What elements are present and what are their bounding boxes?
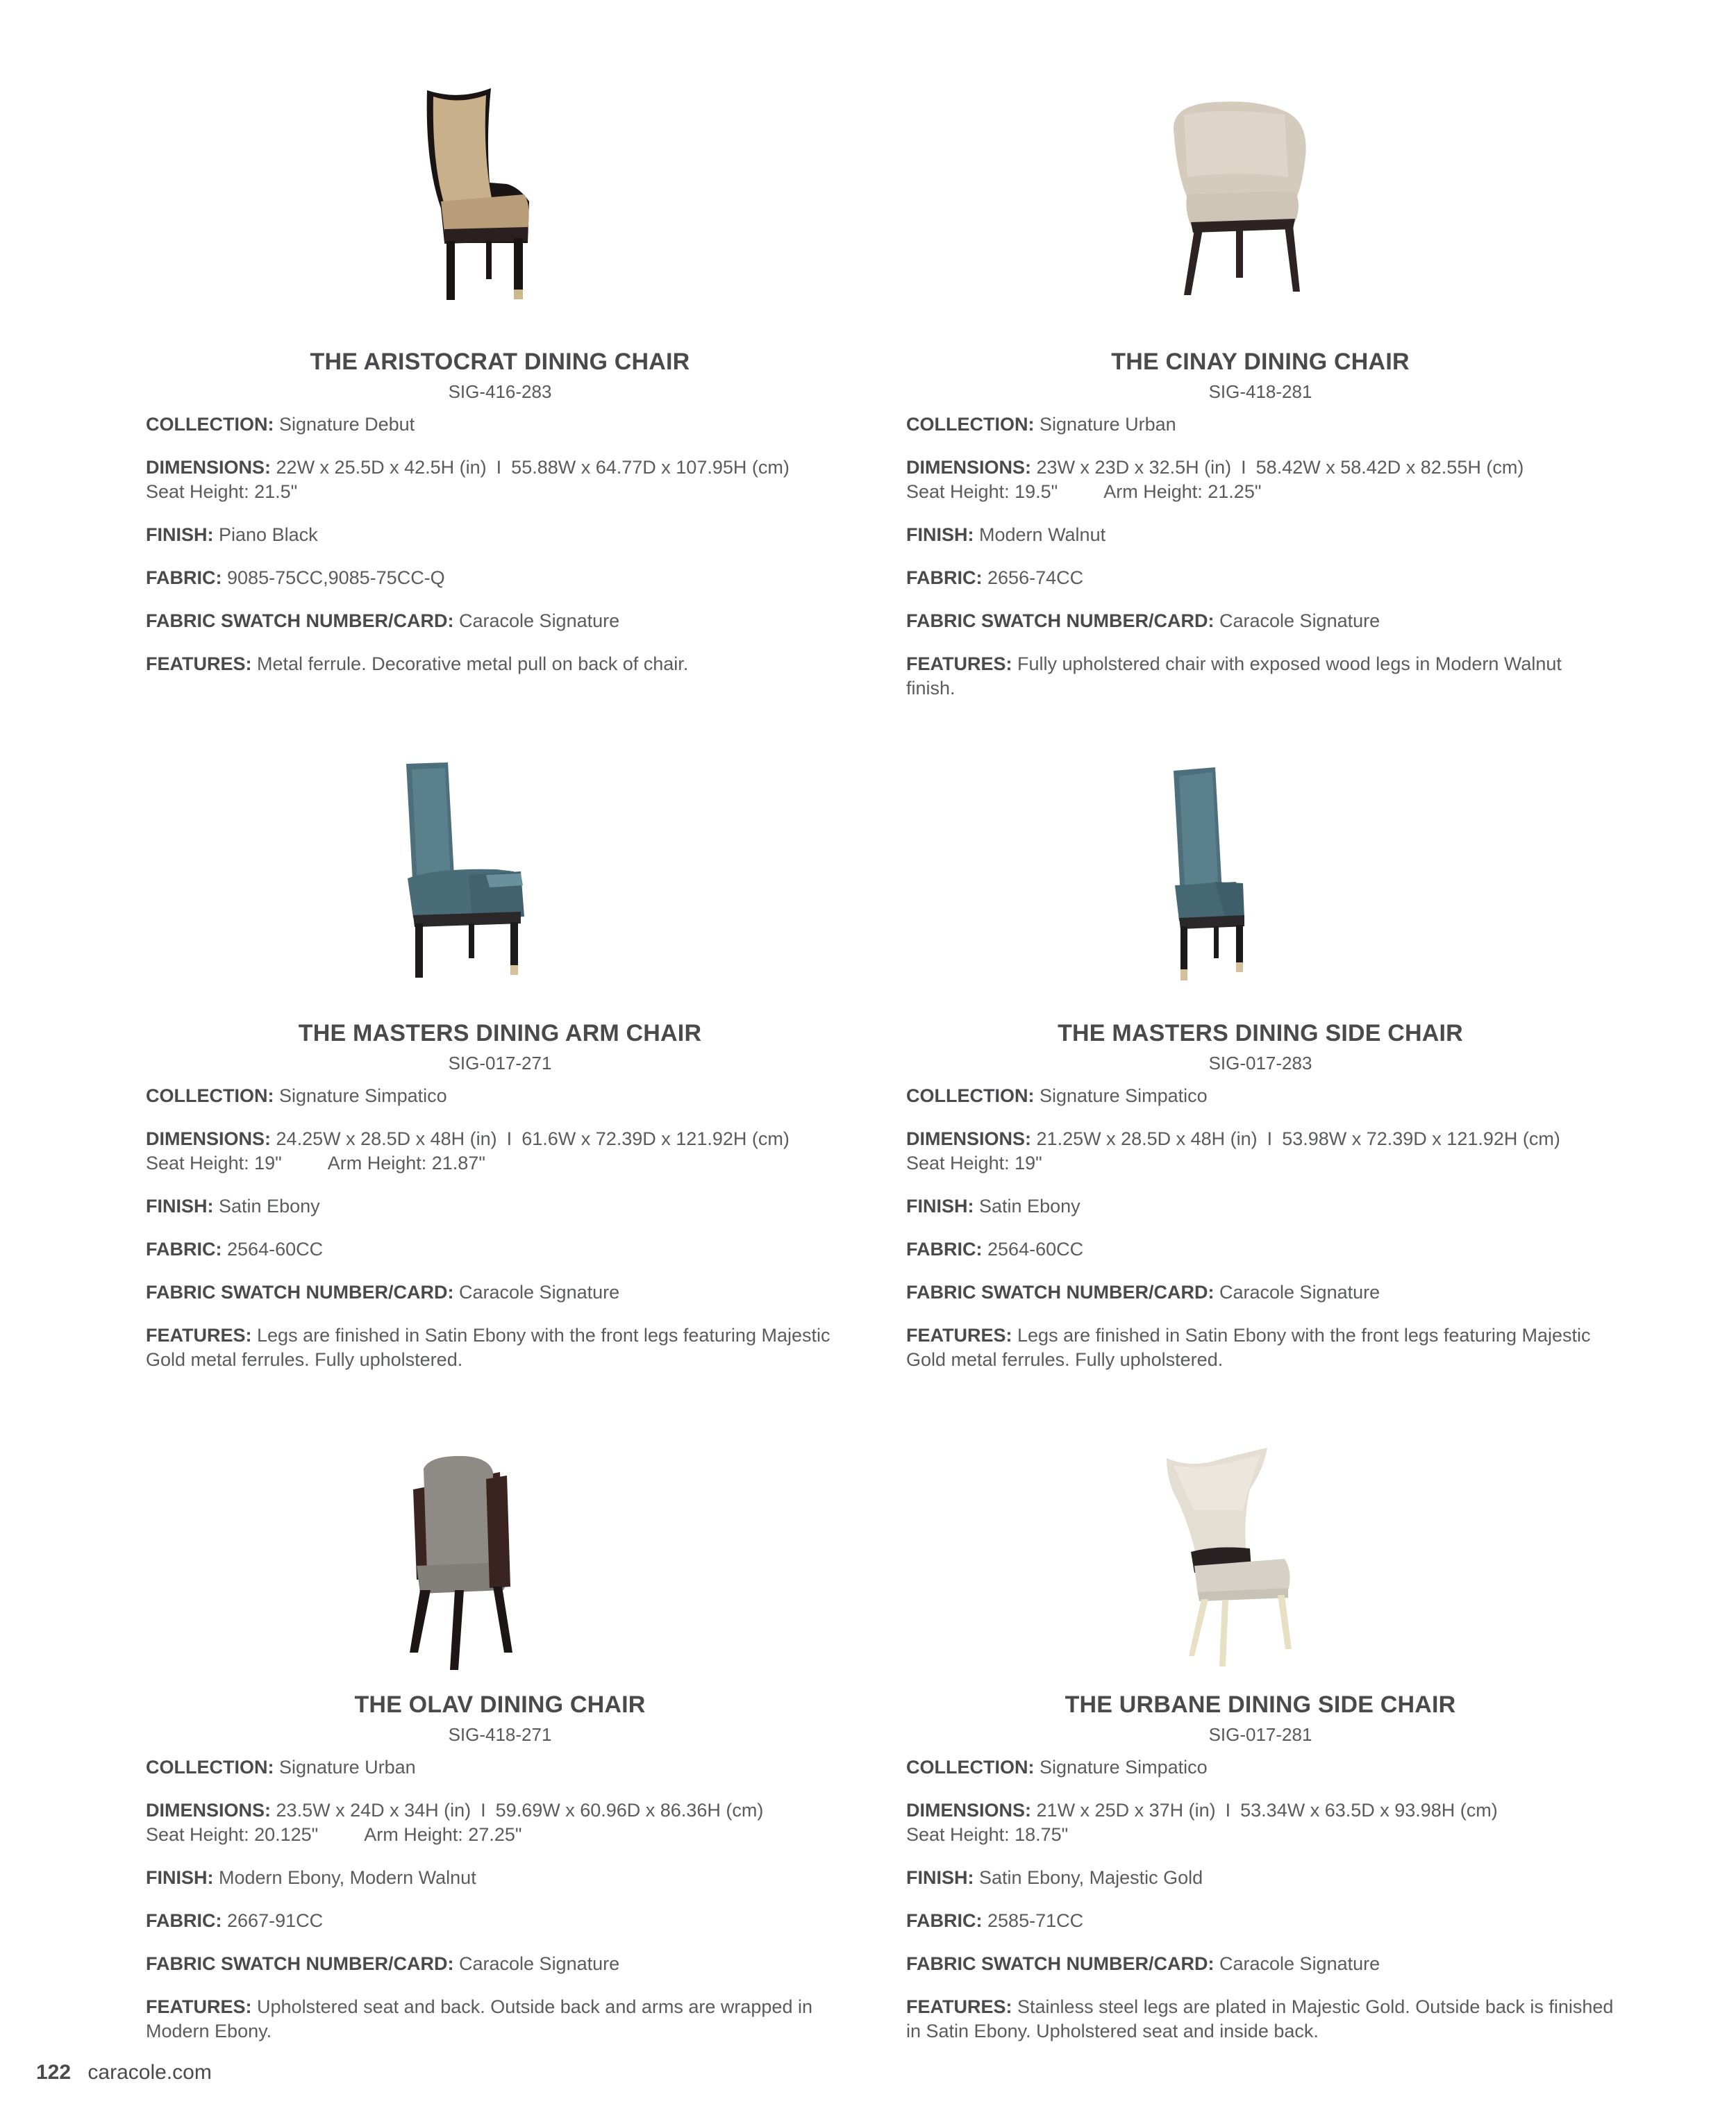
- spec-swatch: FABRIC SWATCH NUMBER/CARD: Caracole Signature: [906, 610, 1380, 631]
- spec-collection: COLLECTION: Signature Urban: [906, 414, 1176, 435]
- aristocrat-chair-image: [375, 80, 583, 309]
- spec-finish: FINISH: Piano Black: [146, 524, 318, 545]
- spec-dimensions: DIMENSIONS: 21W x 25D x 37H (in) I 53.34W x 63.5D x 93.98H (cm) Seat Height: 18.75": [906, 1800, 1498, 1845]
- spec-features: FEATURES: Metal ferrule. Decorative metal pull on back of chair.: [146, 653, 689, 674]
- spec-dimensions: DIMENSIONS: 23.5W x 24D x 34H (in) I 59.69W x 60.96D x 86.36H (cm) Seat Height: 20.125" Arm Height: 27.25": [146, 1800, 764, 1845]
- masters-side-chair-image: [1160, 757, 1368, 986]
- product-title: THE OLAV DINING CHAIR: [354, 1691, 646, 1718]
- spec-fabric: FABRIC: 2564-60CC: [146, 1239, 324, 1260]
- spec-finish: FINISH: Modern Ebony, Modern Walnut: [146, 1867, 476, 1888]
- product-title: THE ARISTOCRAT DINING CHAIR: [310, 349, 690, 375]
- page-footer: [36, 2061, 212, 2085]
- spec-dimensions: DIMENSIONS: 23W x 23D x 32.5H (in) I 58.42W x 58.42D x 82.55H (cm) Seat Height: 19.5" Arm Height: 21.25": [906, 457, 1524, 502]
- spec-dimensions: DIMENSIONS: 24.25W x 28.5D x 48H (in) I 61.6W x 72.39D x 121.92H (cm) Seat Height: 19" Arm Height: 21.87": [146, 1128, 790, 1173]
- urbane-chair-image: [1146, 1441, 1354, 1670]
- spec-fabric: FABRIC: 2667-91CC: [146, 1910, 324, 1931]
- spec-features: FEATURES: Legs are finished in Satin Ebony with the front legs featuring Majestic Gold metal ferrules. Fully upholstered.: [146, 1325, 831, 1370]
- spec-features: FEATURES: Upholstered seat and back. Outside back and arms are wrapped in Modern Ebony.: [146, 1996, 812, 2041]
- product-sku: SIG-418-281: [1208, 381, 1312, 402]
- product-sku: SIG-017-281: [1208, 1724, 1312, 1745]
- product-specs: [906, 412, 1614, 719]
- product-specs: [146, 412, 854, 695]
- spec-collection: COLLECTION: Signature Simpatico: [146, 1085, 447, 1106]
- cinay-chair-image: [1146, 87, 1354, 316]
- product-sku: SIG-017-283: [1208, 1053, 1312, 1073]
- spec-finish: FINISH: Satin Ebony: [146, 1196, 320, 1217]
- product-title: THE CINAY DINING CHAIR: [1111, 349, 1410, 375]
- spec-collection: COLLECTION: Signature Debut: [146, 414, 415, 435]
- product-title: THE URBANE DINING SIDE CHAIR: [1065, 1691, 1456, 1718]
- spec-finish: FINISH: Satin Ebony: [906, 1196, 1080, 1217]
- site-link[interactable]: caracole.com: [87, 2061, 212, 2084]
- page-number: 122: [36, 2061, 72, 2084]
- spec-swatch: FABRIC SWATCH NUMBER/CARD: Caracole Signature: [146, 1282, 620, 1303]
- spec-collection: COLLECTION: Signature Urban: [146, 1757, 416, 1778]
- product-title: THE MASTERS DINING SIDE CHAIR: [1058, 1020, 1463, 1046]
- product-specs: [906, 1084, 1614, 1391]
- product-specs: [146, 1084, 854, 1391]
- spec-swatch: FABRIC SWATCH NUMBER/CARD: Caracole Signature: [146, 1953, 620, 1974]
- spec-dimensions: DIMENSIONS: 21.25W x 28.5D x 48H (in) I 53.98W x 72.39D x 121.92H (cm) Seat Height: 19": [906, 1128, 1560, 1173]
- spec-fabric: FABRIC: 2564-60CC: [906, 1239, 1084, 1260]
- spec-swatch: FABRIC SWATCH NUMBER/CARD: Caracole Signature: [906, 1282, 1380, 1303]
- masters-arm-chair-image: [392, 757, 601, 986]
- spec-swatch: FABRIC SWATCH NUMBER/CARD: Caracole Signature: [906, 1953, 1380, 1974]
- spec-finish: FINISH: Satin Ebony, Majestic Gold: [906, 1867, 1203, 1888]
- spec-dimensions: DIMENSIONS: 22W x 25.5D x 42.5H (in) I 55.88W x 64.77D x 107.95H (cm) Seat Height: 21.5": [146, 457, 790, 502]
- product-title: THE MASTERS DINING ARM CHAIR: [298, 1020, 702, 1046]
- product-specs: [146, 1755, 854, 2062]
- spec-finish: FINISH: Modern Walnut: [906, 524, 1106, 545]
- spec-features: FEATURES: Fully upholstered chair with exposed wood legs in Modern Walnut finish.: [906, 653, 1562, 699]
- spec-swatch: FABRIC SWATCH NUMBER/CARD: Caracole Signature: [146, 610, 620, 631]
- spec-collection: COLLECTION: Signature Simpatico: [906, 1085, 1208, 1106]
- olav-chair-image: [389, 1441, 597, 1670]
- spec-fabric: FABRIC: 2585-71CC: [906, 1910, 1084, 1931]
- spec-collection: COLLECTION: Signature Simpatico: [906, 1757, 1208, 1778]
- spec-fabric: FABRIC: 2656-74CC: [906, 567, 1084, 588]
- product-specs: [906, 1755, 1614, 2062]
- product-sku: SIG-418-271: [448, 1724, 552, 1745]
- product-sku: SIG-017-271: [448, 1053, 552, 1073]
- product-sku: SIG-416-283: [448, 381, 552, 402]
- spec-features: FEATURES: Legs are finished in Satin Ebony with the front legs featuring Majestic Gold metal ferrules. Fully upholstered.: [906, 1325, 1591, 1370]
- spec-fabric: FABRIC: 9085-75CC,9085-75CC-Q: [146, 567, 445, 588]
- spec-features: FEATURES: Stainless steel legs are plated in Majestic Gold. Outside back is finished in Satin Ebony. Upholstered seat and inside back.: [906, 1996, 1614, 2041]
